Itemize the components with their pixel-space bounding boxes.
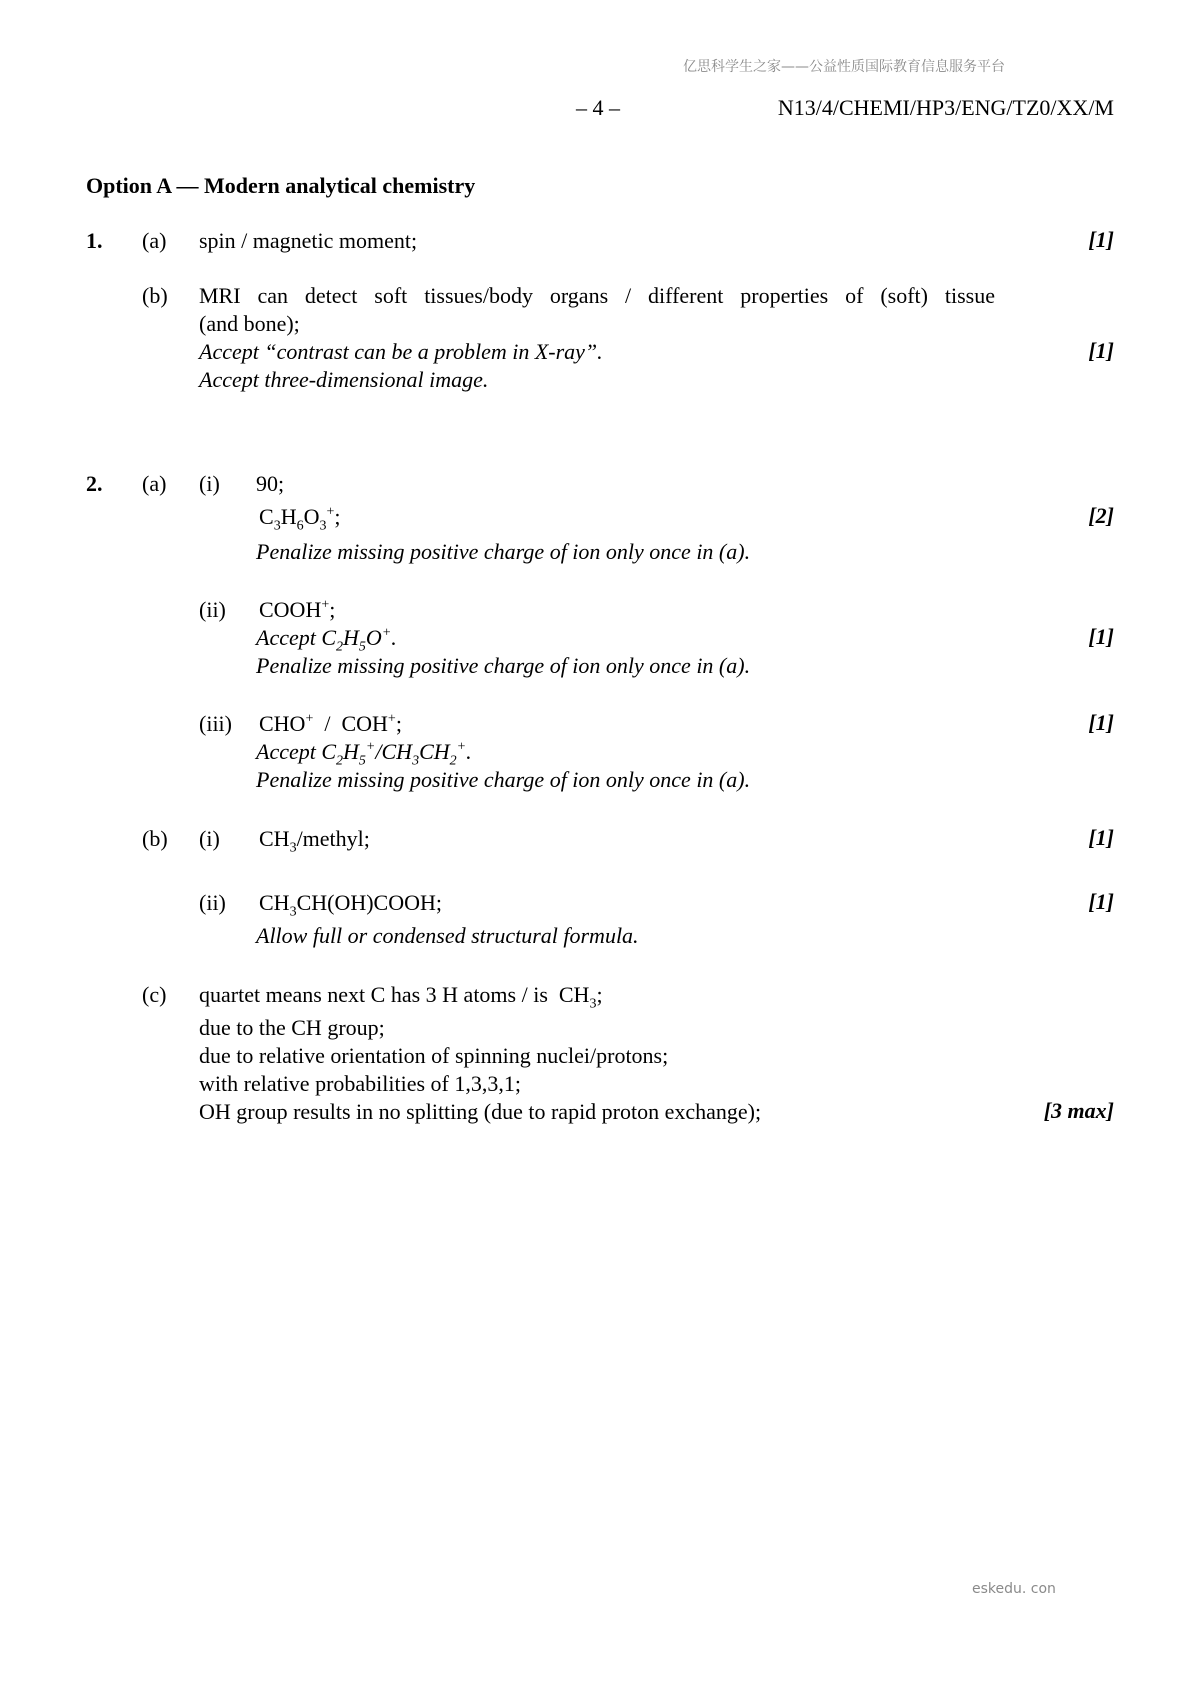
- q1-a-label: (a): [142, 228, 167, 253]
- q1-b-note-1: Accept “contrast can be a problem in X-ray”.: [199, 339, 603, 364]
- q2-a-i-formula: $C_3H_6O_3^+$;: [259, 504, 341, 534]
- q2-a-iii-mark: [1]: [1088, 710, 1114, 735]
- q1-a-mark: [1]: [1088, 227, 1114, 252]
- q2-b-ii-formula: $CH_3CH(OH)COOH$;: [259, 890, 443, 920]
- q2-b-i-formula: $CH_3$/methyl;: [259, 826, 370, 856]
- paper-code: N13/4/CHEMI/HP3/ENG/TZ0/XX/M: [777, 95, 1114, 120]
- q2-a-iii-formula: CHO+ / COH+;: [259, 711, 402, 736]
- q2-b-ii-label: (ii): [199, 890, 226, 915]
- q2-b-label: (b): [142, 826, 168, 851]
- q2-c-line1: quartet means next C has 3 H atoms / is $CH_3$;: [199, 982, 603, 1012]
- q2-a-ii-accept: Accept $C_2H_5O^+$.: [256, 625, 397, 655]
- q2-a-iii-accept: Accept $C_2H_5^+/CH_3CH_2^+$.: [256, 739, 472, 769]
- q2-a-ii-label: (ii): [199, 597, 226, 622]
- q1-a-answer: spin / magnetic moment;: [199, 228, 418, 253]
- q2-c-line2: due to the CH group;: [199, 1015, 385, 1040]
- q2-a-ii-note: Penalize missing positive charge of ion only once in (a).: [256, 653, 751, 678]
- option-title: Option A — Modern analytical chemistry: [86, 173, 476, 198]
- q2-a-label: (a): [142, 471, 167, 496]
- q1-b-mark: [1]: [1088, 338, 1114, 363]
- q2-a-i-answer: 90;: [256, 471, 285, 496]
- question-number-1: 1.: [86, 228, 103, 253]
- q2-b-i-mark: [1]: [1088, 825, 1114, 850]
- q2-c-line5: OH group results in no splitting (due to rapid proton exchange);: [199, 1099, 762, 1124]
- q2-a-i-label: (i): [199, 471, 220, 496]
- watermark-top: 亿思科学生之家——公益性质国际教育信息服务平台: [683, 59, 1005, 75]
- q2-c-label: (c): [142, 982, 167, 1007]
- page-number: – 4 –: [576, 95, 620, 120]
- q2-c-mark: [3 max]: [1043, 1098, 1114, 1123]
- q1-b-label: (b): [142, 283, 168, 308]
- q2-a-i-mark: [2]: [1088, 503, 1114, 528]
- q2-b-ii-mark: [1]: [1088, 889, 1114, 914]
- question-number-2: 2.: [86, 471, 103, 496]
- q2-a-ii-mark: [1]: [1088, 624, 1114, 649]
- q1-b-answer-line1: MRI can detect soft tissues/body organs / different properties of (soft) tissue: [199, 283, 995, 308]
- q2-c-line3: due to relative orientation of spinning nuclei/protons;: [199, 1043, 669, 1068]
- q2-b-i-label: (i): [199, 826, 220, 851]
- q2-c-line4: with relative probabilities of 1,3,3,1;: [199, 1071, 521, 1096]
- q2-b-ii-note: Allow full or condensed structural formula.: [256, 923, 639, 948]
- q1-b-note-2: Accept three-dimensional image.: [199, 367, 489, 392]
- q2-a-i-note: Penalize missing positive charge of ion only once in (a).: [256, 539, 751, 564]
- watermark-bottom: eskedu. con: [972, 1581, 1056, 1597]
- q1-b-answer-line2: (and bone);: [199, 311, 300, 336]
- q2-a-iii-label: (iii): [199, 711, 232, 736]
- q2-a-ii-formula: COOH+;: [259, 597, 336, 622]
- q2-a-iii-note: Penalize missing positive charge of ion only once in (a).: [256, 767, 751, 792]
